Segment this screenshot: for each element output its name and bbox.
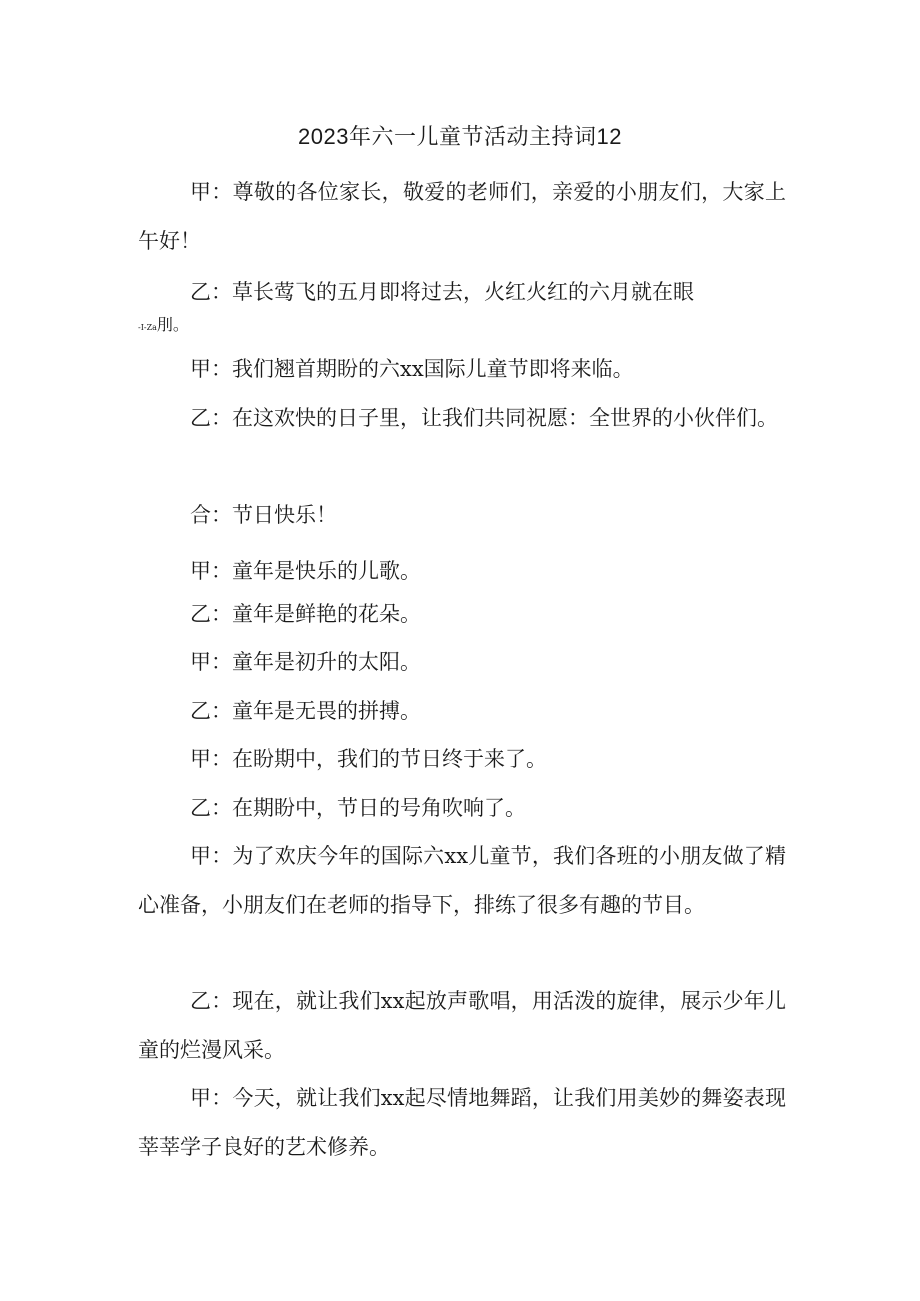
paragraph-5: 合：节日快乐！ — [190, 503, 337, 527]
paragraph-9: 乙：童年是无畏的拼搏。 — [190, 699, 421, 723]
paragraph-8: 甲：童年是初升的太阳。 — [190, 650, 421, 674]
paragraph-2-continuation — [138, 310, 786, 343]
paragraph-4: 乙：在这欢快的日子里，让我们共同祝愿：全世界的小伙伴们。 — [190, 406, 778, 430]
paragraph-6: 甲：童年是快乐的儿歌。 — [190, 559, 421, 583]
garbled-fragment: -I-Za — [138, 323, 157, 332]
paragraph-7: 乙：童年是鲜艳的花朵。 — [190, 602, 421, 626]
paragraph-1: 甲：尊敬的各位家长，敬爱的老师们，亲爱的小朋友们，大家上午好！ — [138, 180, 786, 253]
paragraph-10: 甲：在盼期中，我们的节日终于来了。 — [190, 747, 547, 771]
paragraph-2-continuation-text: 刖。 — [156, 315, 189, 334]
paragraph-12: 甲：为了欢庆今年的国际六xx儿童节，我们各班的小朋友做了精心准备，小朋友们在老师的指导下，排练了很多有趣的节目。 — [138, 844, 786, 917]
paragraph-11: 乙：在期盼中，节日的号角吹响了。 — [190, 796, 526, 820]
paragraph-13: 乙：现在，就让我们xx起放声歌唱，用活泼的旋律，展示少年儿童的烂漫风采。 — [138, 989, 786, 1062]
paragraph-14: 甲：今天，就让我们xx起尽情地舞蹈，让我们用美妙的舞姿表现莘莘学子良好的艺术修养。 — [138, 1086, 786, 1159]
paragraph-3: 甲：我们翘首期盼的六xx国际儿童节即将来临。 — [190, 357, 634, 381]
document-title: 2023年六一儿童节活动主持词12 — [298, 124, 622, 149]
paragraph-2: 乙：草长莺飞的五月即将过去，火红火红的六月就在眼 — [190, 280, 694, 304]
